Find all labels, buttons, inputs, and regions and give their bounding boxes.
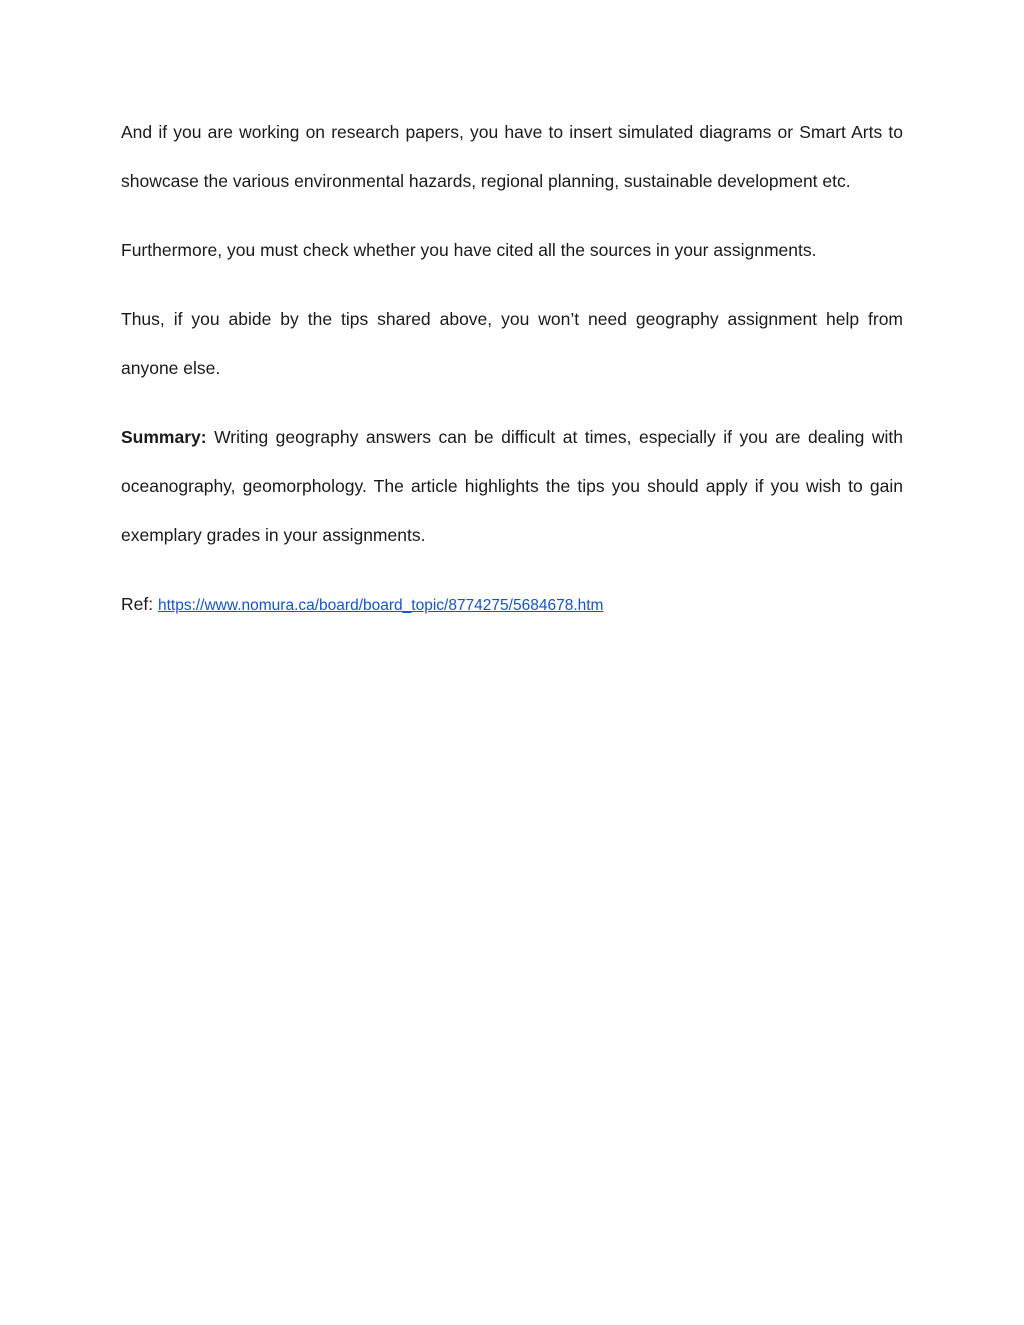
paragraph-summary — [121, 413, 903, 560]
paragraph-research-papers: And if you are working on research papers, you have to insert simulated diagrams or Smart Arts to showcase the various environmental hazards, regional planning, sustainable development etc. — [121, 122, 903, 191]
reference-link[interactable]: https://www.nomura.ca/board/board_topic/8774275/5684678.htm — [157, 597, 604, 614]
reference-line — [121, 580, 903, 630]
reference-label: Ref: — [121, 594, 158, 614]
document-body — [121, 108, 903, 630]
summary-text: Writing geography answers can be difficult at times, especially if you are dealing with oceanography, geomorphology. The article highlights the tips you should apply if you wish to gain exemplary grades in your assignments. — [121, 427, 903, 545]
paragraph-tips-conclusion: Thus, if you abide by the tips shared above, you won’t need geography assignment help from anyone else. — [121, 309, 903, 378]
paragraph-cite-sources: Furthermore, you must check whether you have cited all the sources in your assignments. — [121, 240, 817, 260]
summary-label: Summary: — [121, 427, 207, 447]
